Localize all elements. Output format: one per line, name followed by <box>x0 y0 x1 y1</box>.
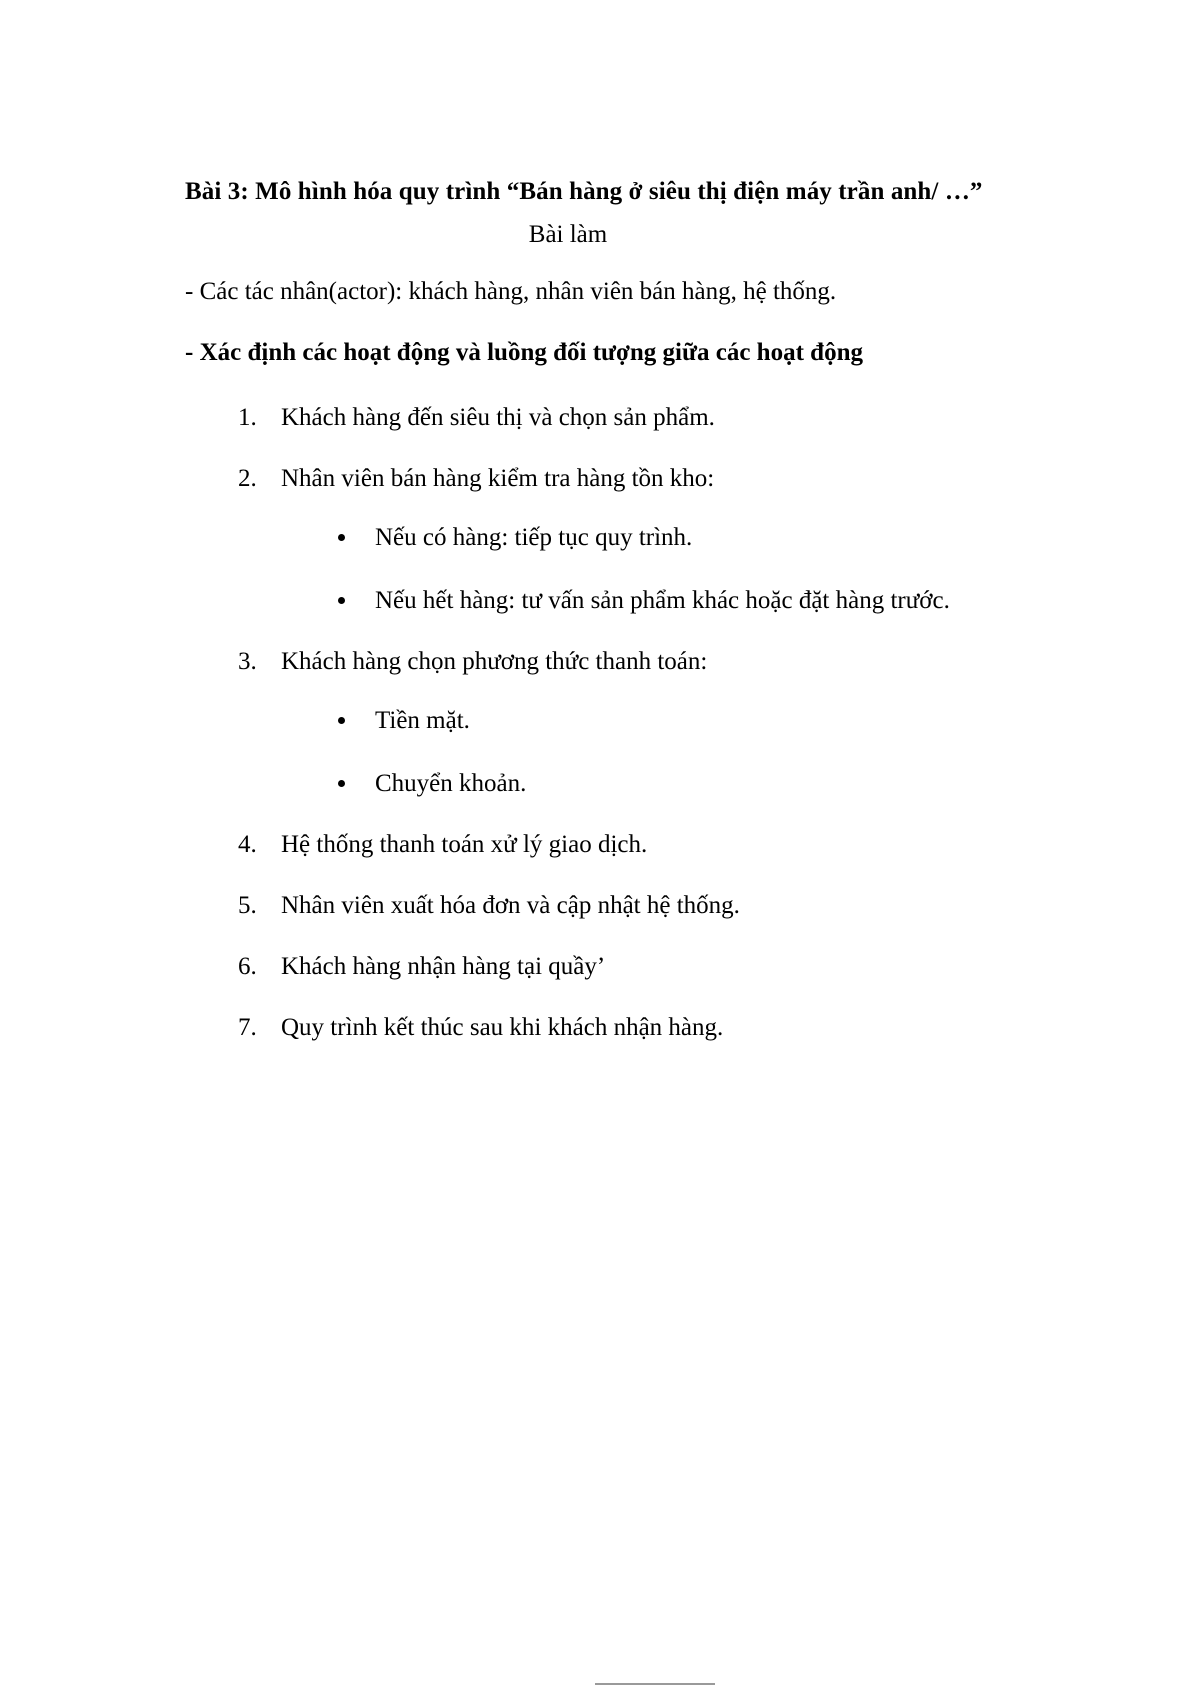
page-title: Bài 3: Mô hình hóa quy trình “Bán hàng ở siêu thị điện máy trần anh/ …” <box>185 178 983 205</box>
list-item <box>263 1010 1071 1045</box>
sub-item-text: Nếu hết hàng: tư vấn sản phẩm khác hoặc đặt hàng trước. <box>375 586 950 614</box>
actors-line: - Các tác nhân(actor): khách hàng, nhân viên bán hàng, hệ thống. <box>185 277 837 305</box>
sub-item-text: Tiền mặt. <box>375 706 470 734</box>
sub-list-item <box>359 583 1071 618</box>
step-text: Hệ thống thanh toán xử lý giao dịch. <box>281 830 648 858</box>
sub-list-item <box>359 520 1071 555</box>
step-text: Khách hàng nhận hàng tại quầy’ <box>281 952 606 980</box>
steps-list <box>185 400 1071 1045</box>
step-text: Khách hàng đến siêu thị và chọn sản phẩm. <box>281 403 715 431</box>
list-item <box>263 949 1071 984</box>
list-item <box>263 644 1071 801</box>
sub-list <box>281 520 1071 618</box>
sub-list-item <box>359 703 1071 738</box>
step-text: Khách hàng chọn phương thức thanh toán: <box>281 647 708 675</box>
sub-list-item <box>359 766 1071 801</box>
document-subtitle: Bài làm <box>528 221 608 248</box>
section-heading: - Xác định các hoạt động và luồng đối tượng giữa các hoạt động <box>185 338 863 366</box>
list-item <box>263 888 1071 923</box>
step-text: Nhân viên bán hàng kiểm tra hàng tồn kho: <box>281 464 715 492</box>
sub-list <box>281 703 1071 801</box>
step-text: Quy trình kết thúc sau khi khách nhận hàng. <box>281 1013 724 1041</box>
step-text: Nhân viên xuất hóa đơn và cập nhật hệ thống. <box>281 891 740 919</box>
list-item <box>263 461 1071 618</box>
list-item <box>263 400 1071 435</box>
list-item <box>263 827 1071 862</box>
sub-item-text: Chuyển khoản. <box>375 769 527 797</box>
sub-item-text: Nếu có hàng: tiếp tục quy trình. <box>375 523 693 551</box>
